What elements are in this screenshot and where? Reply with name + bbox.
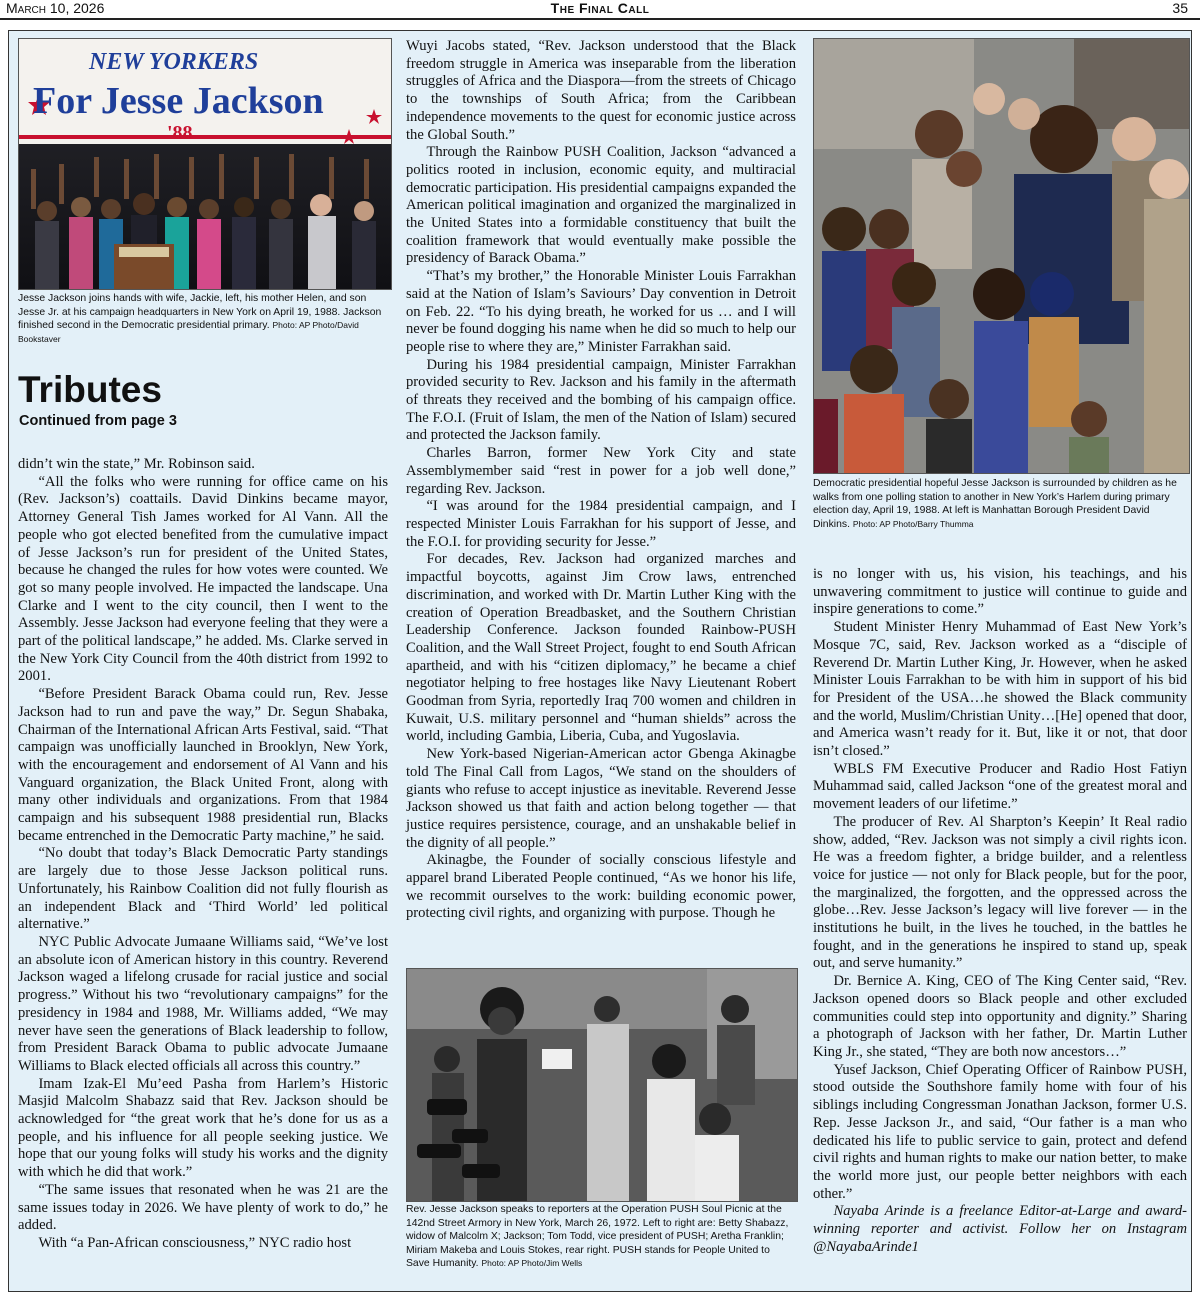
col3-paragraph: The producer of Rev. Al Sharpton’s Keepin’ It Real radio show, added, “Rev. Jackson was not simply a civil rights icon. He was a freedom fighter, a bridge builder, and a relentless voice for justice — not only for Black people, but for the poor, the marginalized, the forgotten, and the oppressed across the globe…Rev. Jesse Jackson’s legacy will live forever — in the institutions he built, in the lives he touched, in the battles he fought, and in the generations he inspired to stand up, speak out, and serve humanity.” xyxy=(813,813,1187,972)
photo1-caption xyxy=(18,292,390,346)
col2-paragraph: New York-based Nigerian-American actor Gbenga Akinagbe told The Final Call from Lagos, “We stand on the shoulders of giants who refuse to accept injustice as inevitable. Reverend Jesse Jackson showed us that faith and action belong together — that justice requires persistence, courage, and an unshakable belief in the dignity of all people.” xyxy=(406,746,796,851)
article-column-1 xyxy=(18,456,388,1253)
article-column-2 xyxy=(406,38,796,923)
photo3-caption xyxy=(813,477,1188,531)
photo-1972-press-conference xyxy=(406,968,798,1202)
col3-paragraph: is no longer with us, his vision, his teachings, and his unwavering commitment to justice will continue to guide and inspire generations to come.” xyxy=(813,566,1187,618)
col1-paragraph: “Before President Barack Obama could run, Rev. Jesse Jackson had to run and pave the way,” Dr. Segun Shabaka, Chairman of the International African Arts Festival, said. “That campaign was unofficially launched in Brooklyn, New York, with the encouragement and endorsement of Al Vann and his Vanguard organization, the Black United Front, along with many other individuals and organizations. From that 1984 campaign and his subsequent 1988 presidential run, Blacks became entrenched in the Democratic Party machine,” he said. xyxy=(18,686,388,844)
photo3-credit: Photo: AP Photo/Barry Thumma xyxy=(852,518,974,529)
col2-paragraph: “That’s my brother,” the Honorable Minister Louis Farrakhan said at the Nation of Islam’s Saviours’ Day convention in Detroit on Feb. 22. “To his dying breath, he worked for us … and I will never be found dogging his name when he did so much to help our people rise to where they are,” Minister Farrakhan said. xyxy=(406,268,796,355)
photo1-caption-text: Jesse Jackson joins hands with wife, Jackie, left, his mother Helen, and son Jesse Jr. at his campaign headquarters in New York on April 19, 1988. Jackson finished second in the Democratic presidential primary. xyxy=(18,293,382,331)
col1-paragraph: With “a Pan-African consciousness,” NYC radio host xyxy=(38,1234,352,1251)
photo-harlem-children xyxy=(813,38,1190,474)
col1-paragraph: didn’t win the state,” Mr. Robinson said. xyxy=(18,456,255,472)
col3-paragraph: WBLS FM Executive Producer and Radio Host Fatiyn Muhammad said, called Jackson “one of the greatest moral and movement leaders of our lifetime.” xyxy=(813,760,1187,813)
press-photo-illustration xyxy=(407,969,797,1201)
author-bio: Nayaba Arinde is a freelance Editor-at-Large and award-winning reporter and activist. Follow her on Instagram @NayabaArinde1 xyxy=(813,1203,1187,1255)
photo2-caption xyxy=(406,1203,796,1271)
col2-paragraph: During his 1984 presidential campaign, Minister Farrakhan provided security to Rev. Jackson and his family in the aftermath of threats they received and the bombing of his campaign office. The F.O.I. (Fruit of Islam, the men of the Nation of Islam) secured and protected the Jackson family. xyxy=(406,356,796,444)
col2-paragraph: Through the Rainbow PUSH Coalition, Jackson “advanced a politics rooted in inclusion, economic equity, and multiracial democratic participation. His presidential campaigns expanded the American political imagination and organized the marginalized in the United States into a formidable constituency that built the coalition framework that would eventually make possible the presidency of Barack Obama.” xyxy=(406,144,796,267)
continued-from-line: Continued from page 3 xyxy=(19,413,177,429)
col2-paragraph: Charles Barron, former New York City and state Assemblymember said “rest in power for a job well done,” regarding Rev. Jackson. xyxy=(406,445,796,497)
article-column-3 xyxy=(813,566,1187,1256)
col1-paragraph: “The same issues that resonated when he was 21 are the same issues today in 2026. We have plenty of work to do,” he added. xyxy=(18,1181,388,1234)
col3-paragraph: Dr. Bernice A. King, CEO of The King Center said, “Rev. Jackson opened doors so Black people and other excluded communities could step into opportunity and dignity.” Sharing a photograph of Jackson with her father, Dr. Martin Luther King Jr., she stated, “They are both now ancestors…” xyxy=(813,973,1187,1060)
page-header xyxy=(0,0,1200,20)
photo1-credit: Photo: AP Photo/David Bookstaver xyxy=(18,320,359,344)
col1-paragraph: Imam Izak-El Mu’eed Pasha from Harlem’s Historic Masjid Malcolm Shabazz said that Rev. Jackson should be acknowledged for “the great work that he’s done for us as a people, and his influence for all people seeking justice. We hope that our young folks will study his works and the dignity with which he did that work.” xyxy=(18,1075,388,1181)
article-headline: Tributes xyxy=(18,369,162,410)
publication-name: The Final Call xyxy=(550,0,650,16)
col3-paragraph: Student Minister Henry Muhammad of East New York’s Mosque 7C, said, Rev. Jackson worked as a “disciple of Reverend Dr. Martin Luther King, Jr. However, when he asked Minister Louis Farrakhan to be with him in support of his bid for President of the USA…he showed the Black community and the world, Muslim/Christian Unity…[He] opened that door, and America wasn’t ready for it. But, like it or not, that door isn’t closed.” xyxy=(813,619,1187,760)
col1-paragraph: “All the folks who were running for office came on his (Rev. Jackson’s) coattails. David Dinkins became mayor, Attorney General Tish James worked for Al Vann. All the people who got elected benefited from the cumulative impact of Jesse Jackson’s run for president of the United States, because he changed the rules for how votes were counted. We got so many people involved. He impacted the landscape. Una Clarke and I went to the city council, then I went to the Assembly. Jesse Jackson had everyone feeling that they were a part of the political landscape,” he added. Ms. Clarke served in the New York City Council from the 40th district from 1992 to 2001. xyxy=(18,473,388,685)
col2-paragraph: For decades, Rev. Jackson had organized marches and impactful boycotts, against Jim Crow laws, entrenched discrimination, and worked with Dr. Martin Luther King with the creation of Operation Breadbasket, and the Southern Christian Leadership Conference. Jackson founded Rainbow-PUSH Coalition, and the Wall Street Project, fought to end South African apartheid, and with his “citizen diplomacy,” he became a chief negotiator helping to free hostages like Navy Lieutenant Robert Goodman from Syria, reportedly Iraq 700 women and children in Kuwait, U.S. military personnel and “human shields” across the world, including Gambia, Liberia, Cuba, and Yugoslavia. xyxy=(406,551,796,745)
col2-paragraph: “I was around for the 1984 presidential campaign, and I respected Minister Louis Farrakhan for his support of Jesse, and the F.O.I. for providing security for Jesse.” xyxy=(406,498,796,550)
photo2-caption-text: Rev. Jesse Jackson speaks to reporters at the Operation PUSH Soul Picnic at the 142nd Street Armory in New York, March 26, 1972. Left to right are: Betty Shabazz, widow of Malcolm X; Jackson; Tom Todd, vice president of PUSH; Aretha Franklin; Miriam Makeba and Louis Stokes, rear right. PUSH stands for People United to Save Humanity. xyxy=(406,1204,789,1269)
col1-paragraph: NYC Public Advocate Jumaane Williams said, “We’ve lost an absolute icon of American history in this country. Reverend Jackson waged a lifelong crusade for racial justice and social progress.” Without his two “revolutionary campaigns” for the presidency in 1984 and 1988, Mr. Williams added, “We may never have seen the generations of Black leadership to follow, from President Barack Obama to public advocate Jumaane Williams to Black elected officials all across this country.” xyxy=(18,933,388,1074)
photo3-caption-text: Democratic presidential hopeful Jesse Jackson is surrounded by children as he walks from one polling station to another in New York’s Harlem during primary election day, April 19, 1988. At left is Manhattan Borough President David Dinkins. xyxy=(813,478,1177,530)
banner-line1: NEW YORKERS xyxy=(89,49,259,75)
photo-campaign-headquarters xyxy=(18,38,392,290)
issue-date: March 10, 2026 xyxy=(6,0,105,16)
page-number: 35 xyxy=(1172,0,1188,16)
campaign-photo-illustration xyxy=(19,39,391,289)
col2-paragraph: Wuyi Jacobs stated, “Rev. Jackson understood that the Black freedom struggle in America was inseparable from the liberation struggles of Africa and the Diaspora—from the streets of Chicago to the townships of South Africa; from the Caribbean independence movements to the quest for economic justice across the Global South.” xyxy=(406,38,796,143)
col1-paragraph: “No doubt that today’s Black Democratic Party standings are largely due to those Jesse Jackson political runs. Unfortunately, his Rainbow Coalition did not fully flourish as an independent Black and ‘Third World’ led political alternative.” xyxy=(18,845,388,933)
harlem-photo-illustration xyxy=(814,39,1189,473)
banner-line2: For Jesse Jackson xyxy=(33,80,324,122)
banner-year: '88 xyxy=(167,122,193,144)
photo2-credit: Photo: AP Photo/Jim Wells xyxy=(481,1258,583,1268)
col3-paragraph: Yusef Jackson, Chief Operating Officer of Rainbow PUSH, stood outside the Southshore family home with four of his siblings including Congressman Jonathan Jackson, former U.S. Rep. Jesse Jackson Jr., and said, “Our father is a man who dedicated his life to public service to gain, protect and defend civil rights and human rights to make our nation better, to make the world more just, our people better neighbors with each other.” xyxy=(813,1061,1187,1202)
col2-paragraph: Akinagbe, the Founder of socially conscious lifestyle and apparel brand Liberated People continued, “As we honor his life, we recommit ourselves to the work: building economic power, protecting civil rights, and organizing with purpose. Though he xyxy=(406,852,796,922)
